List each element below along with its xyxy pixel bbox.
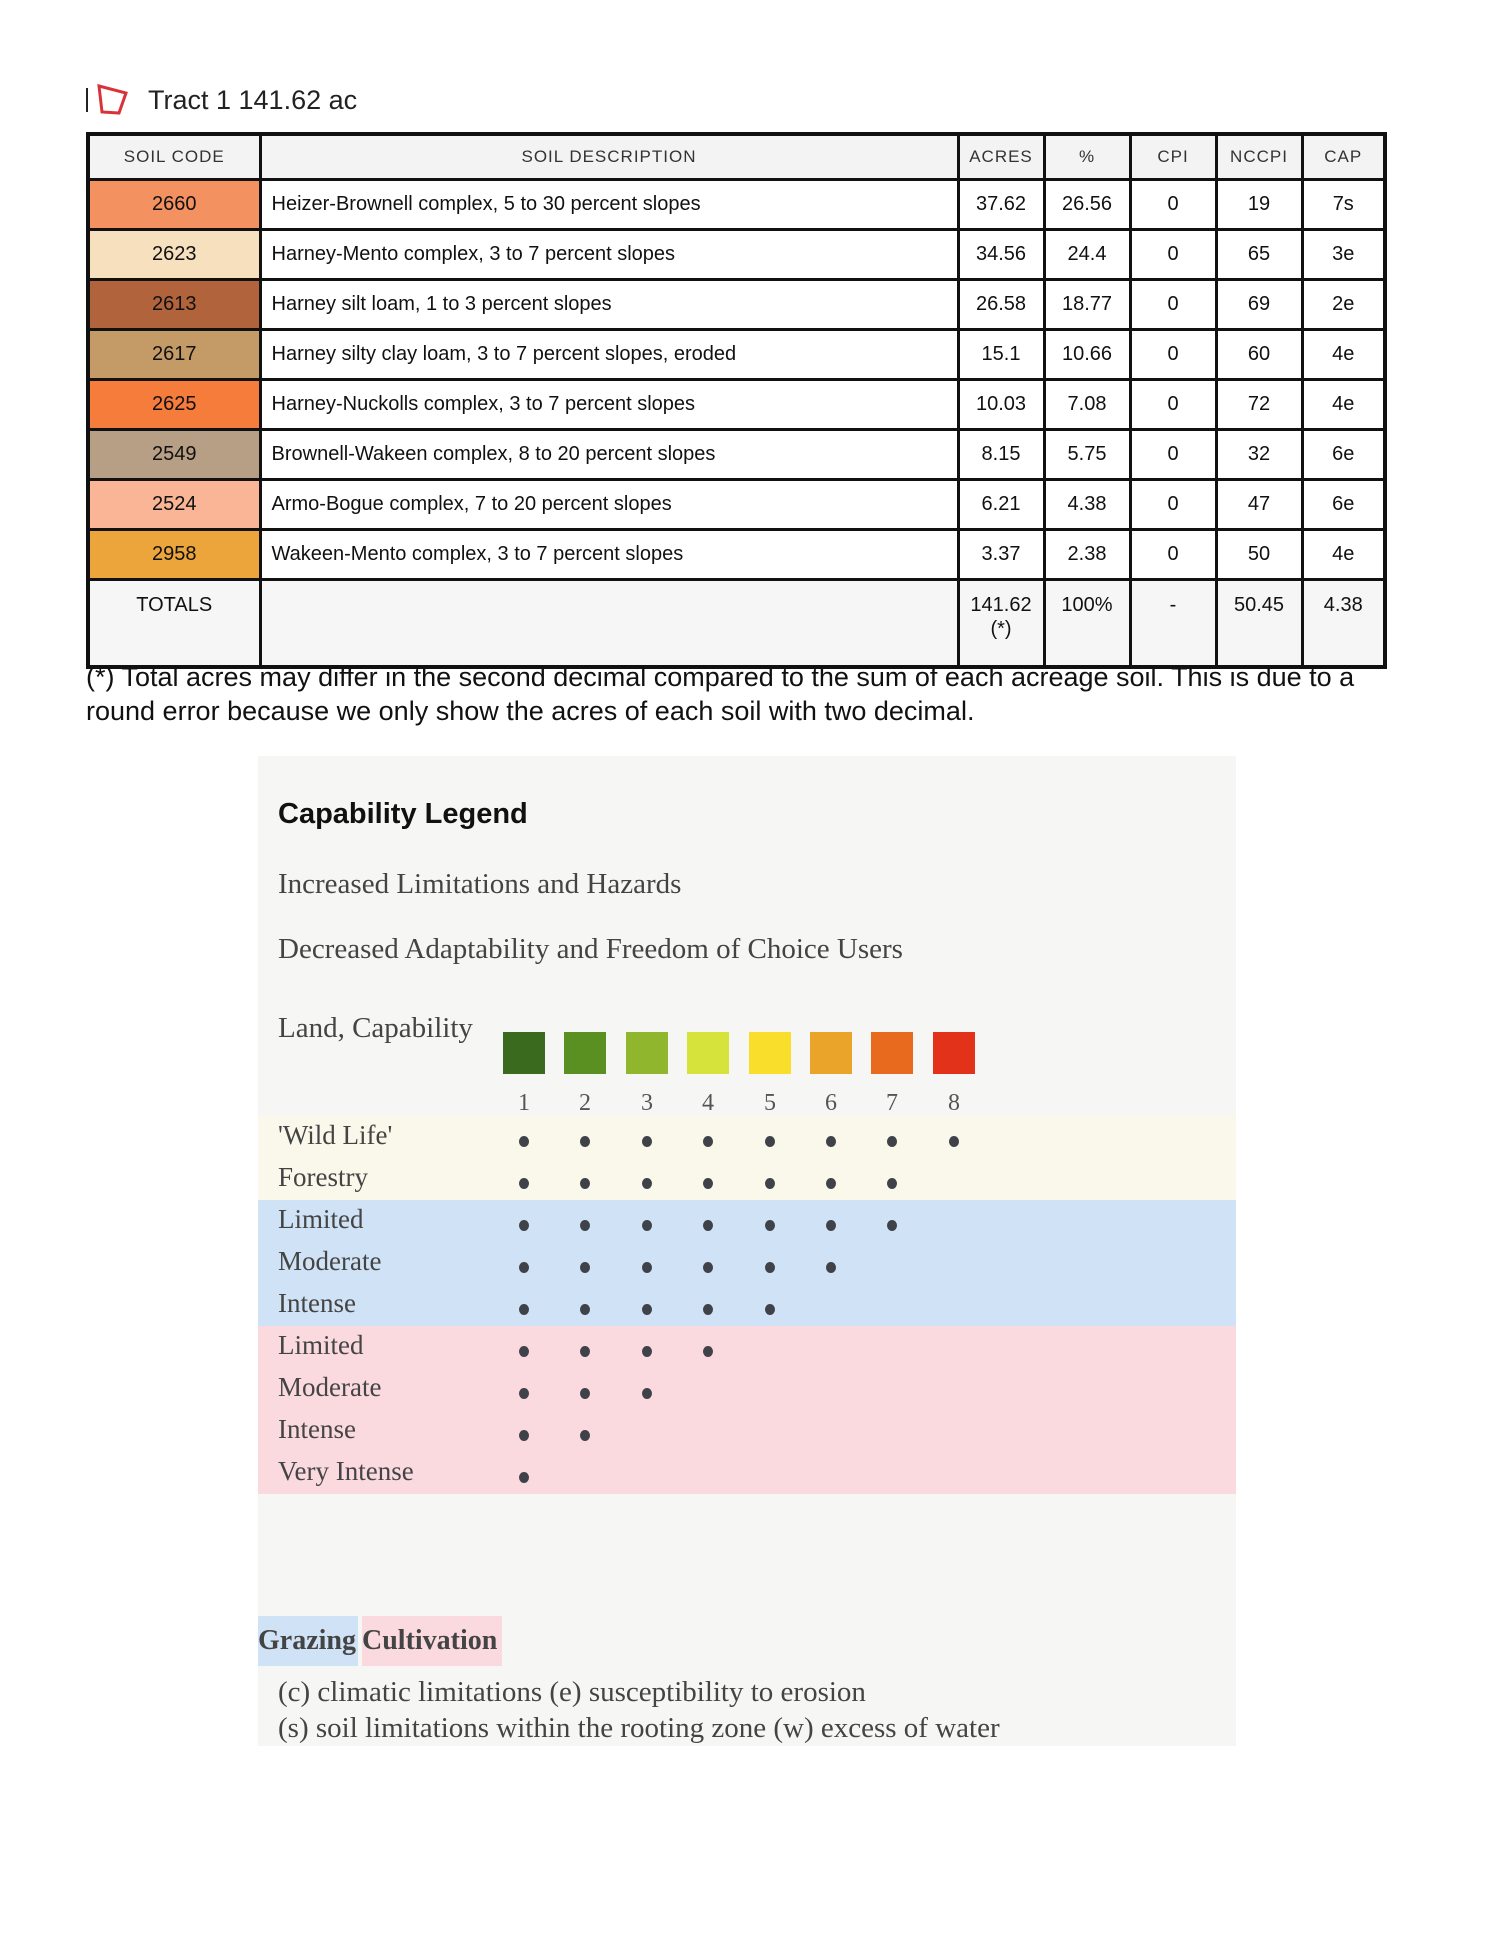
- table-row: [88, 330, 1385, 380]
- table-row: [88, 430, 1385, 480]
- suitability-dot-icon: [642, 1304, 652, 1315]
- capability-class-8-swatch: [933, 1032, 975, 1074]
- legend-row-label-cultivation: Limited: [278, 1330, 364, 1360]
- acres-cell: 37.62: [958, 180, 1044, 230]
- suitability-dot-icon: [519, 1472, 529, 1483]
- soil-code-cell: 2625: [88, 380, 260, 430]
- percent-cell: 18.77: [1044, 280, 1130, 330]
- suitability-dot-icon: [765, 1136, 775, 1147]
- suitability-dot-icon: [580, 1220, 590, 1231]
- nccpi-cell: 47: [1216, 480, 1302, 530]
- legend-row-label-grazing: Intense: [278, 1288, 356, 1318]
- percent-cell: 4.38: [1044, 480, 1130, 530]
- cap-cell: 6e: [1302, 480, 1385, 530]
- suitability-dot-icon: [519, 1304, 529, 1315]
- capability-class-7-swatch: [871, 1032, 913, 1074]
- soil-description-cell: Harney-Mento complex, 3 to 7 percent slopes: [260, 230, 958, 280]
- nccpi-cell: 69: [1216, 280, 1302, 330]
- acres-cell: 6.21: [958, 480, 1044, 530]
- suitability-dot-icon: [703, 1346, 713, 1357]
- suitability-dot-icon: [703, 1304, 713, 1315]
- cap-cell: 7s: [1302, 180, 1385, 230]
- suitability-dot-icon: [949, 1136, 959, 1147]
- suitability-dot-icon: [642, 1178, 652, 1189]
- totals-cap: 4.38: [1302, 580, 1385, 668]
- suitability-dot-icon: [519, 1136, 529, 1147]
- suitability-dot-icon: [765, 1178, 775, 1189]
- table-row: [88, 230, 1385, 280]
- grazing-band: [258, 1200, 1236, 1326]
- suitability-dot-icon: [519, 1178, 529, 1189]
- suitability-dot-icon: [519, 1220, 529, 1231]
- col-cap: CAP: [1302, 134, 1385, 180]
- soil-description-cell: Harney silt loam, 1 to 3 percent slopes: [260, 280, 958, 330]
- table-header-row: [88, 134, 1385, 180]
- capability-class-number: 2: [579, 1090, 591, 1116]
- suitability-dot-icon: [580, 1430, 590, 1441]
- legend-line-limitations: Increased Limitations and Hazards: [278, 868, 682, 900]
- tract-header: [86, 80, 357, 120]
- capability-class-1-swatch: [503, 1032, 545, 1074]
- soil-description-cell: Wakeen-Mento complex, 3 to 7 percent slopes: [260, 530, 958, 580]
- capability-legend: [258, 756, 1236, 1746]
- soil-code-cell: 2613: [88, 280, 260, 330]
- percent-cell: 5.75: [1044, 430, 1130, 480]
- grazing-tag: Grazing: [258, 1616, 358, 1666]
- nccpi-cell: 19: [1216, 180, 1302, 230]
- limitation-codes-line-2: (s) soil limitations within the rooting zone (w) excess of water: [278, 1712, 1000, 1744]
- cpi-cell: 0: [1130, 330, 1216, 380]
- suitability-dot-icon: [826, 1220, 836, 1231]
- suitability-dot-icon: [519, 1262, 529, 1273]
- capability-class-3-swatch: [626, 1032, 668, 1074]
- table-row: [88, 480, 1385, 530]
- suitability-dot-icon: [519, 1430, 529, 1441]
- suitability-dot-icon: [519, 1346, 529, 1357]
- suitability-dot-icon: [703, 1262, 713, 1273]
- suitability-dot-icon: [826, 1136, 836, 1147]
- suitability-dot-icon: [765, 1262, 775, 1273]
- totals-description: [260, 580, 958, 668]
- acres-cell: 3.37: [958, 530, 1044, 580]
- cpi-cell: 0: [1130, 380, 1216, 430]
- acres-cell: 8.15: [958, 430, 1044, 480]
- legend-title: Capability Legend: [278, 798, 528, 830]
- cap-cell: 4e: [1302, 530, 1385, 580]
- capability-class-number: 5: [764, 1090, 776, 1116]
- suitability-dot-icon: [580, 1178, 590, 1189]
- capability-class-number: 3: [641, 1090, 653, 1116]
- cap-cell: 6e: [1302, 430, 1385, 480]
- nccpi-cell: 32: [1216, 430, 1302, 480]
- col-cpi: CPI: [1130, 134, 1216, 180]
- cpi-cell: 0: [1130, 230, 1216, 280]
- totals-row: [88, 580, 1385, 668]
- nccpi-cell: 72: [1216, 380, 1302, 430]
- suitability-dot-icon: [642, 1136, 652, 1147]
- cpi-cell: 0: [1130, 180, 1216, 230]
- suitability-dot-icon: [887, 1220, 897, 1231]
- capability-class-6-swatch: [810, 1032, 852, 1074]
- table-row: [88, 280, 1385, 330]
- capability-class-2-swatch: [564, 1032, 606, 1074]
- suitability-dot-icon: [580, 1136, 590, 1147]
- header-divider: [86, 88, 88, 112]
- soil-description-cell: Heizer-Brownell complex, 5 to 30 percent slopes: [260, 180, 958, 230]
- nccpi-cell: 65: [1216, 230, 1302, 280]
- cultivation-tag: Cultivation: [362, 1616, 502, 1666]
- soil-code-cell: 2524: [88, 480, 260, 530]
- soil-code-cell: 2623: [88, 230, 260, 280]
- suitability-dot-icon: [580, 1262, 590, 1273]
- suitability-dot-icon: [580, 1346, 590, 1357]
- percent-cell: 2.38: [1044, 530, 1130, 580]
- suitability-dot-icon: [826, 1178, 836, 1189]
- capability-class-number: 1: [518, 1090, 530, 1116]
- cap-cell: 4e: [1302, 330, 1385, 380]
- totals-cpi: -: [1130, 580, 1216, 668]
- legend-row-label-other: Forestry: [278, 1162, 368, 1192]
- totals-nccpi: 50.45: [1216, 580, 1302, 668]
- capability-class-4-swatch: [687, 1032, 729, 1074]
- polygon-outline-icon: [96, 84, 132, 116]
- suitability-dot-icon: [826, 1262, 836, 1273]
- legend-row-label-grazing: Moderate: [278, 1246, 382, 1276]
- limitation-codes-line-1: (c) climatic limitations (e) susceptibility to erosion: [278, 1676, 866, 1708]
- percent-cell: 24.4: [1044, 230, 1130, 280]
- suitability-dot-icon: [642, 1262, 652, 1273]
- soil-table: [86, 132, 1387, 669]
- capability-class-number: 4: [702, 1090, 714, 1116]
- legend-row-label-cultivation: Moderate: [278, 1372, 382, 1402]
- soil-code-cell: 2958: [88, 530, 260, 580]
- acres-cell: 15.1: [958, 330, 1044, 380]
- nccpi-cell: 50: [1216, 530, 1302, 580]
- cpi-cell: 0: [1130, 530, 1216, 580]
- capability-class-number: 8: [948, 1090, 960, 1116]
- soil-code-cell: 2660: [88, 180, 260, 230]
- table-row: [88, 180, 1385, 230]
- col-nccpi: NCCPI: [1216, 134, 1302, 180]
- suitability-dot-icon: [580, 1388, 590, 1399]
- cpi-cell: 0: [1130, 430, 1216, 480]
- table-row: [88, 380, 1385, 430]
- col-soil-description: SOIL DESCRIPTION: [260, 134, 958, 180]
- legend-row-label-cultivation: Intense: [278, 1414, 356, 1444]
- suitability-dot-icon: [642, 1220, 652, 1231]
- col-percent: %: [1044, 134, 1130, 180]
- soil-description-cell: Armo-Bogue complex, 7 to 20 percent slopes: [260, 480, 958, 530]
- cpi-cell: 0: [1130, 280, 1216, 330]
- suitability-dot-icon: [580, 1304, 590, 1315]
- totals-acres: 141.62(*): [958, 580, 1044, 668]
- soil-description-cell: Brownell-Wakeen complex, 8 to 20 percent slopes: [260, 430, 958, 480]
- suitability-dot-icon: [703, 1220, 713, 1231]
- soil-code-cell: 2549: [88, 430, 260, 480]
- col-soil-code: SOIL CODE: [88, 134, 260, 180]
- table-row: [88, 530, 1385, 580]
- acreage-footnote: (*) Total acres may differ in the second decimal compared to the sum of each acreage soil. This is due to a round error because we only show the acres of each soil with two decimal.: [86, 662, 1355, 726]
- cap-cell: 2e: [1302, 280, 1385, 330]
- acres-cell: 10.03: [958, 380, 1044, 430]
- suitability-dot-icon: [642, 1346, 652, 1357]
- other-band: [258, 1116, 1236, 1200]
- soil-description-cell: Harney silty clay loam, 3 to 7 percent slopes, eroded: [260, 330, 958, 380]
- suitability-dot-icon: [519, 1388, 529, 1399]
- capability-class-number: 6: [825, 1090, 837, 1116]
- totals-percent: 100%: [1044, 580, 1130, 668]
- legend-line-adaptability: Decreased Adaptability and Freedom of Choice Users: [278, 933, 903, 965]
- suitability-dot-icon: [887, 1136, 897, 1147]
- suitability-dot-icon: [642, 1388, 652, 1399]
- legend-row-label-grazing: Limited: [278, 1204, 364, 1234]
- suitability-dot-icon: [887, 1178, 897, 1189]
- suitability-dot-icon: [765, 1304, 775, 1315]
- suitability-dot-icon: [765, 1220, 775, 1231]
- legend-row-label-other: 'Wild Life': [278, 1120, 393, 1150]
- suitability-dot-icon: [703, 1178, 713, 1189]
- percent-cell: 7.08: [1044, 380, 1130, 430]
- totals-label: TOTALS: [88, 580, 260, 668]
- cpi-cell: 0: [1130, 480, 1216, 530]
- percent-cell: 26.56: [1044, 180, 1130, 230]
- capability-class-number: 7: [886, 1090, 898, 1116]
- acres-cell: 34.56: [958, 230, 1044, 280]
- soil-description-cell: Harney-Nuckolls complex, 3 to 7 percent slopes: [260, 380, 958, 430]
- tract-title: Tract 1 141.62 ac: [148, 84, 358, 115]
- suitability-dot-icon: [703, 1136, 713, 1147]
- cap-cell: 4e: [1302, 380, 1385, 430]
- acres-cell: 26.58: [958, 280, 1044, 330]
- nccpi-cell: 60: [1216, 330, 1302, 380]
- col-acres: ACRES: [958, 134, 1044, 180]
- legend-land-capability-label: Land, Capability: [278, 1012, 473, 1044]
- capability-class-5-swatch: [749, 1032, 791, 1074]
- legend-row-label-cultivation: Very Intense: [278, 1456, 414, 1486]
- percent-cell: 10.66: [1044, 330, 1130, 380]
- cap-cell: 3e: [1302, 230, 1385, 280]
- soil-code-cell: 2617: [88, 330, 260, 380]
